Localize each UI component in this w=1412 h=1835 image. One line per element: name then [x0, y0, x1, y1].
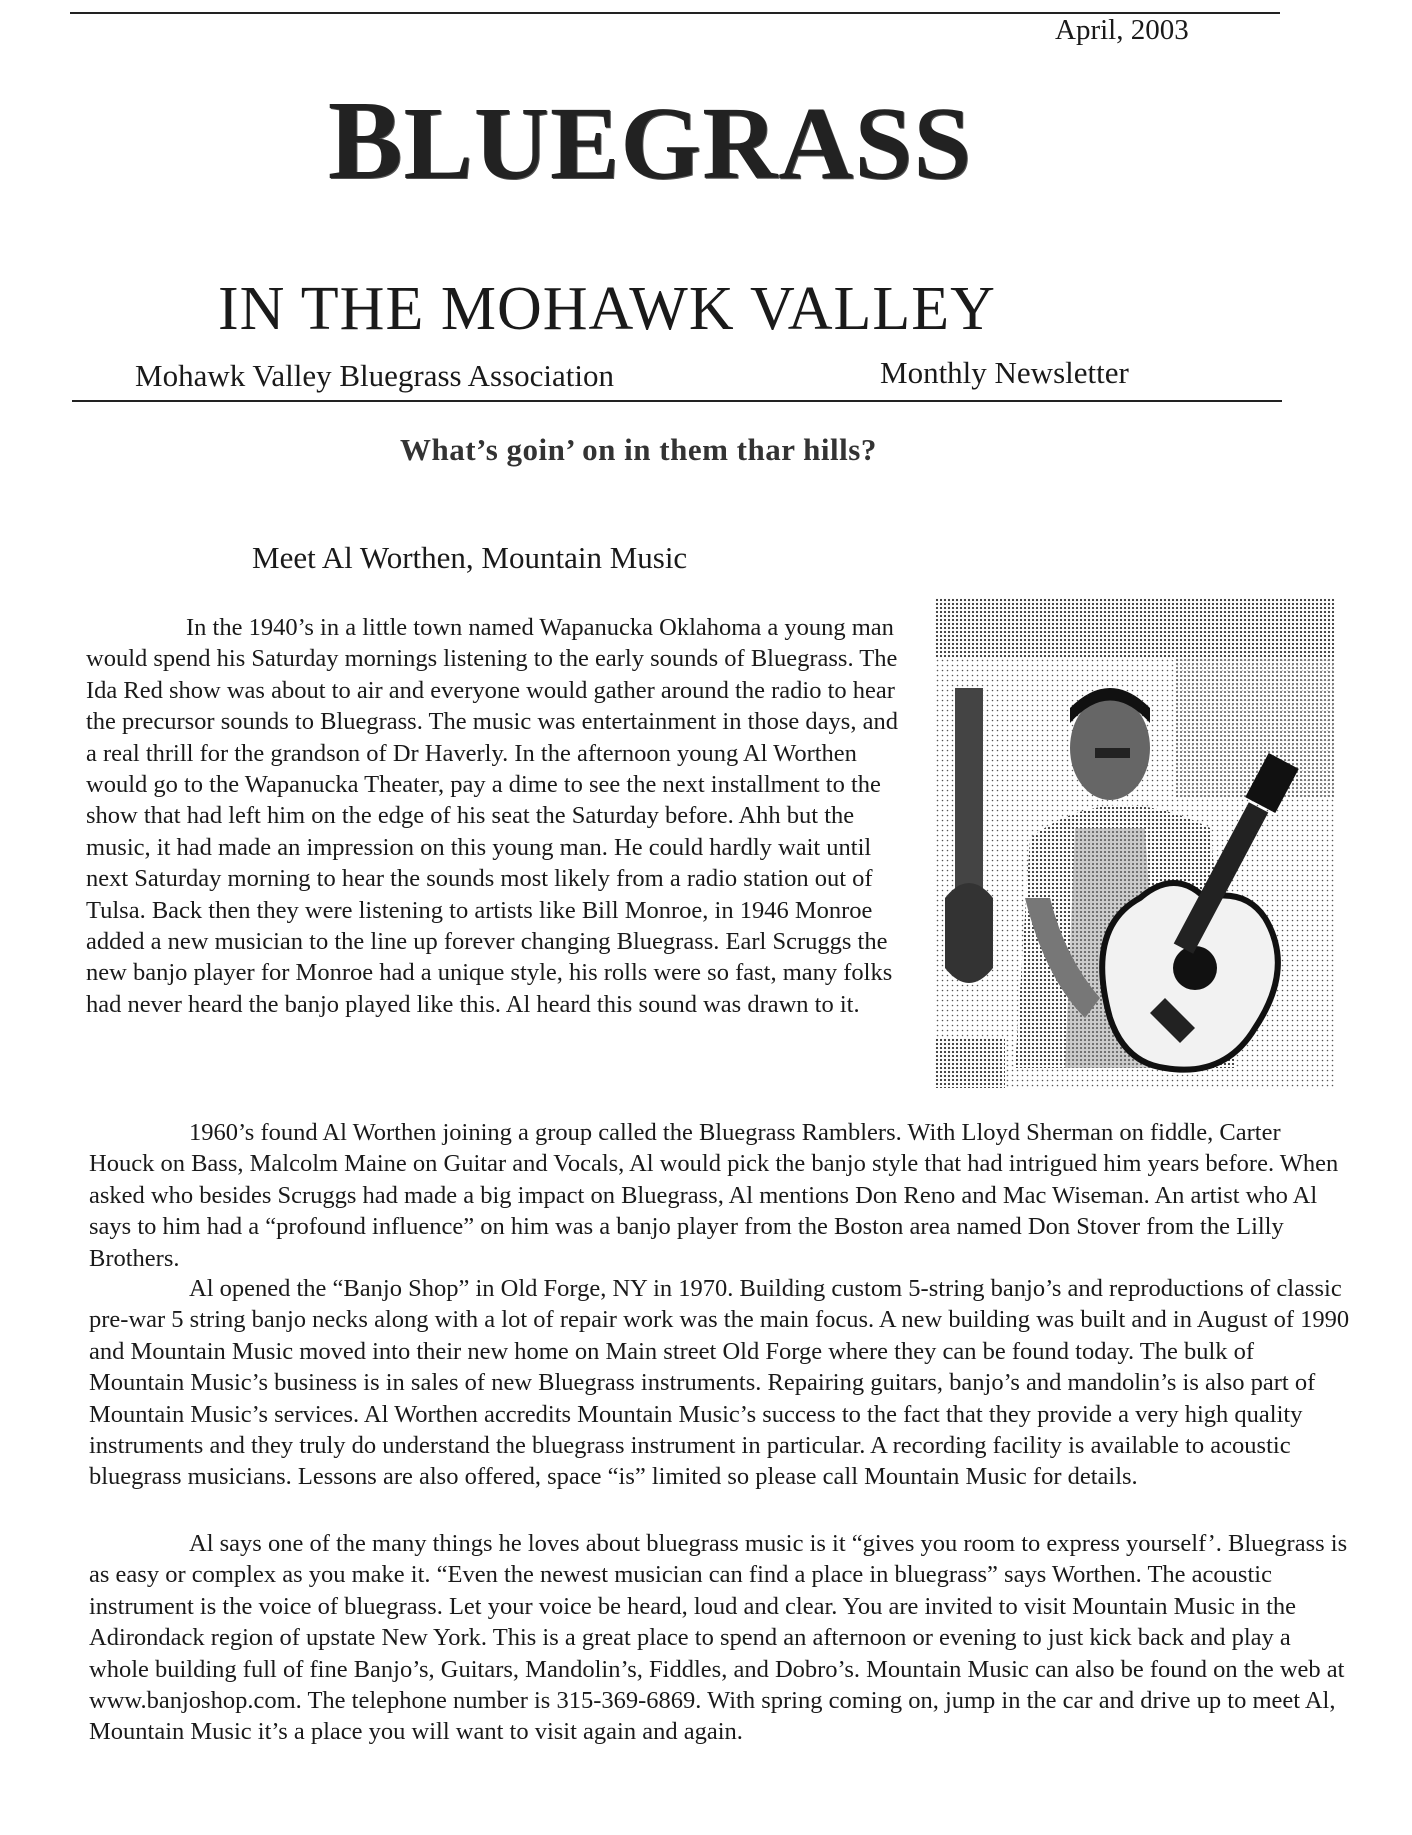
tagline: What’s goin’ on in them thar hills? [400, 432, 877, 467]
article-paragraph-1: In the 1940’s in a little town named Wapanucka Oklahoma a young man would spend his Saturday mornings listening to the early sounds of Bluegrass. The Ida Red show was about to air and everyone would gather around the radio to hear the precursor sounds to Bluegrass. The music was entertainment in those days, and a real thrill for the grandson of Dr Haverly. In the afternoon young Al Worthen would go to the Wapanucka Theater, pay a dime to see the next installment to the show that had left him on the edge of his seat the Saturday before. Ahh but the music, it had made an impression on this young man. He could hardly wait until next Saturday morning to hear the sounds most likely from a radio station out of Tulsa. Back then they were listening to artists like Bill Monroe, in 1946 Monroe added a new musician to the line up forever changing Bluegrass. Earl Scruggs the new banjo player for Monroe had a unique style, his rolls were so fast, many folks had never heard the banjo played like this. Al heard this sound was drawn to it. [86, 614, 898, 1018]
masthead-subtitle: IN THE MOHAWK VALLEY [218, 275, 996, 343]
masthead-initial: B [327, 79, 404, 203]
wall-guitar-neck [955, 688, 983, 908]
article-title: Meet Al Worthen, Mountain Music [252, 540, 688, 575]
article-paragraph-4: Al says one of the many things he loves about bluegrass music is it “gives you room to express yourself’. Bluegrass is as easy or complex as you make it. “Even the newest musician can find a place in bluegrass” says Worthen. The acoustic instrument is the voice of bluegrass. Let your voice be heard, loud and clear. You are invited to visit Mountain Music in the Adirondack region of upstate New York. This is a great place to spend an afternoon or evening to just kick back and play a whole building full of fine Banjo’s, Guitars, Mandolin’s, Fiddles, and Dobro’s. Mountain Music can also be found on the web at www.banjoshop.com. The telephone number is 315-369-6869. With spring coming on, jump in the car and drive up to meet Al, Mountain Music it’s a place you will want to visit again and again. [89, 1530, 1348, 1746]
masthead-rule [72, 400, 1282, 402]
article-paragraph-2: 1960’s found Al Worthen joining a group called the Bluegrass Ramblers. With Lloyd Sherman on fiddle, Carter Houck on Bass, Malcolm Maine on Guitar and Vocals, Al would pick the banjo style that had intrigued him years before. When asked who besides Scruggs had made a big impact on Bluegrass, Al mentions Don Reno and Mac Wiseman. An artist who Al says to him had a “profound influence” on him was a banjo player from the Boston area named Don Stover from the Lilly Brothers. [89, 1119, 1339, 1272]
masthead-rest: LUEGRASS [403, 86, 973, 201]
association-name: Mohawk Valley Bluegrass Association [135, 358, 615, 393]
musician-photo [935, 598, 1335, 1088]
issue-date: April, 2003 [1055, 14, 1189, 46]
masthead-title [160, 79, 1140, 203]
article-paragraph-3: Al opened the “Banjo Shop” in Old Forge, NY in 1970. Building custom 5-string banjo’s and reproductions of classic pre-war 5 string banjo necks along with a lot of repair work was the main focus. A new building was built and in August of 1990 and Mountain Music moved into their new home on Main street Old Forge where they can be found today. The bulk of Mountain Music’s business is in sales of new Bluegrass instruments. Repairing guitars, banjo’s and mandolin’s is also part of Mountain Music’s services. Al Worthen accredits Mountain Music’s success to the fact that they provide a very high quality instruments and they truly do understand the bluegrass instrument in particular. A recording facility is available to acoustic bluegrass musicians. Lessons are also offered, space “is” limited so please call Mountain Music for details. [89, 1275, 1350, 1491]
newsletter-label: Monthly Newsletter [880, 355, 1129, 390]
